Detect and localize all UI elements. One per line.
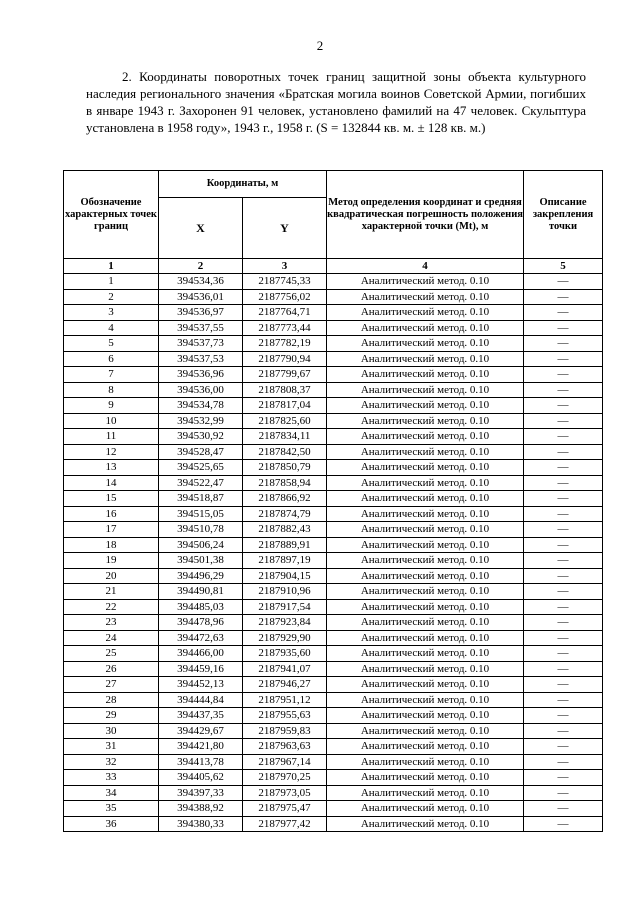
table-row <box>64 785 603 801</box>
table-row <box>64 553 603 569</box>
x-coordinate-cell: 394536,01 <box>159 289 243 305</box>
point-number-cell: 14 <box>64 475 159 491</box>
fixing-cell: — <box>524 723 603 739</box>
y-coordinate-cell: 2187842,50 <box>243 444 327 460</box>
x-coordinate-cell: 394459,16 <box>159 661 243 677</box>
method-cell: Аналитический метод. 0.10 <box>327 413 524 429</box>
header-y: Y <box>243 198 327 259</box>
coordinates-table-container <box>63 170 602 832</box>
table-row <box>64 506 603 522</box>
point-number-cell: 27 <box>64 677 159 693</box>
table-row <box>64 615 603 631</box>
x-coordinate-cell: 394405,62 <box>159 770 243 786</box>
table-row <box>64 460 603 476</box>
fixing-cell: — <box>524 398 603 414</box>
method-cell: Аналитический метод. 0.10 <box>327 289 524 305</box>
fixing-cell: — <box>524 785 603 801</box>
method-cell: Аналитический метод. 0.10 <box>327 630 524 646</box>
fixing-cell: — <box>524 646 603 662</box>
fixing-cell: — <box>524 274 603 290</box>
fixing-cell: — <box>524 289 603 305</box>
y-coordinate-cell: 2187858,94 <box>243 475 327 491</box>
method-cell: Аналитический метод. 0.10 <box>327 568 524 584</box>
x-coordinate-cell: 394472,63 <box>159 630 243 646</box>
x-coordinate-cell: 394525,65 <box>159 460 243 476</box>
point-number-cell: 31 <box>64 739 159 755</box>
method-cell: Аналитический метод. 0.10 <box>327 770 524 786</box>
y-coordinate-cell: 2187834,11 <box>243 429 327 445</box>
method-cell: Аналитический метод. 0.10 <box>327 599 524 615</box>
table-body <box>64 274 603 832</box>
y-coordinate-cell: 2187817,04 <box>243 398 327 414</box>
y-coordinate-cell: 2187967,14 <box>243 754 327 770</box>
fixing-cell: — <box>524 553 603 569</box>
point-number-cell: 26 <box>64 661 159 677</box>
fixing-cell: — <box>524 584 603 600</box>
point-number-cell: 4 <box>64 320 159 336</box>
y-coordinate-cell: 2187955,63 <box>243 708 327 724</box>
table-row <box>64 475 603 491</box>
column-number-2: 2 <box>159 259 243 274</box>
x-coordinate-cell: 394380,33 <box>159 816 243 832</box>
point-number-cell: 28 <box>64 692 159 708</box>
x-coordinate-cell: 394536,00 <box>159 382 243 398</box>
y-coordinate-cell: 2187977,42 <box>243 816 327 832</box>
x-coordinate-cell: 394528,47 <box>159 444 243 460</box>
fixing-cell: — <box>524 770 603 786</box>
table-row <box>64 599 603 615</box>
y-coordinate-cell: 2187850,79 <box>243 460 327 476</box>
x-coordinate-cell: 394537,73 <box>159 336 243 352</box>
x-coordinate-cell: 394485,03 <box>159 599 243 615</box>
fixing-cell: — <box>524 599 603 615</box>
x-coordinate-cell: 394452,13 <box>159 677 243 693</box>
fixing-cell: — <box>524 305 603 321</box>
method-cell: Аналитический метод. 0.10 <box>327 382 524 398</box>
header-fixing: Описание закрепления точки <box>524 171 603 259</box>
method-cell: Аналитический метод. 0.10 <box>327 429 524 445</box>
y-coordinate-cell: 2187790,94 <box>243 351 327 367</box>
y-coordinate-cell: 2187874,79 <box>243 506 327 522</box>
table-row <box>64 661 603 677</box>
coordinates-table <box>63 170 603 832</box>
y-coordinate-cell: 2187970,25 <box>243 770 327 786</box>
method-cell: Аналитический метод. 0.10 <box>327 646 524 662</box>
y-coordinate-cell: 2187745,33 <box>243 274 327 290</box>
x-coordinate-cell: 394515,05 <box>159 506 243 522</box>
x-coordinate-cell: 394534,78 <box>159 398 243 414</box>
table-row <box>64 754 603 770</box>
table-row <box>64 630 603 646</box>
y-coordinate-cell: 2187963,63 <box>243 739 327 755</box>
point-number-cell: 12 <box>64 444 159 460</box>
method-cell: Аналитический метод. 0.10 <box>327 677 524 693</box>
y-coordinate-cell: 2187929,90 <box>243 630 327 646</box>
table-row <box>64 367 603 383</box>
x-coordinate-cell: 394522,47 <box>159 475 243 491</box>
table-row <box>64 305 603 321</box>
x-coordinate-cell: 394421,80 <box>159 739 243 755</box>
table-row <box>64 584 603 600</box>
x-coordinate-cell: 394532,99 <box>159 413 243 429</box>
y-coordinate-cell: 2187773,44 <box>243 320 327 336</box>
x-coordinate-cell: 394444,84 <box>159 692 243 708</box>
y-coordinate-cell: 2187973,05 <box>243 785 327 801</box>
method-cell: Аналитический метод. 0.10 <box>327 444 524 460</box>
method-cell: Аналитический метод. 0.10 <box>327 584 524 600</box>
column-number-4: 4 <box>327 259 524 274</box>
point-number-cell: 21 <box>64 584 159 600</box>
table-row <box>64 336 603 352</box>
method-cell: Аналитический метод. 0.10 <box>327 491 524 507</box>
method-cell: Аналитический метод. 0.10 <box>327 506 524 522</box>
page-number: 2 <box>316 38 324 53</box>
x-coordinate-cell: 394537,55 <box>159 320 243 336</box>
fixing-cell: — <box>524 630 603 646</box>
fixing-cell: — <box>524 615 603 631</box>
point-number-cell: 22 <box>64 599 159 615</box>
table-row <box>64 429 603 445</box>
method-cell: Аналитический метод. 0.10 <box>327 460 524 476</box>
fixing-cell: — <box>524 413 603 429</box>
table-row <box>64 537 603 553</box>
point-number-cell: 10 <box>64 413 159 429</box>
point-number-cell: 23 <box>64 615 159 631</box>
y-coordinate-cell: 2187910,96 <box>243 584 327 600</box>
table-row <box>64 708 603 724</box>
point-number-cell: 8 <box>64 382 159 398</box>
y-coordinate-cell: 2187975,47 <box>243 801 327 817</box>
x-coordinate-cell: 394537,53 <box>159 351 243 367</box>
fixing-cell: — <box>524 739 603 755</box>
y-coordinate-cell: 2187799,67 <box>243 367 327 383</box>
method-cell: Аналитический метод. 0.10 <box>327 708 524 724</box>
x-coordinate-cell: 394429,67 <box>159 723 243 739</box>
x-coordinate-cell: 394397,33 <box>159 785 243 801</box>
intro-text: 2. Координаты поворотных точек границ защитной зоны объекта культурного наследия регионального значения «Братская могила воинов Советской Армии, погибших в январе 1943 г. Захоронен 91 человек, установлено фамилий на 47 человек. Скульптура установлена в 1958 году», 1943 г., 1958 г. (S = 132844 кв. м. ± 128 кв. м.) <box>86 69 586 135</box>
fixing-cell: — <box>524 491 603 507</box>
table-row <box>64 351 603 367</box>
table-row <box>64 816 603 832</box>
fixing-cell: — <box>524 336 603 352</box>
fixing-cell: — <box>524 522 603 538</box>
fixing-cell: — <box>524 801 603 817</box>
y-coordinate-cell: 2187959,83 <box>243 723 327 739</box>
y-coordinate-cell: 2187889,91 <box>243 537 327 553</box>
y-coordinate-cell: 2187917,54 <box>243 599 327 615</box>
method-cell: Аналитический метод. 0.10 <box>327 274 524 290</box>
fixing-cell: — <box>524 444 603 460</box>
method-cell: Аналитический метод. 0.10 <box>327 661 524 677</box>
y-coordinate-cell: 2187782,19 <box>243 336 327 352</box>
point-number-cell: 32 <box>64 754 159 770</box>
table-row <box>64 320 603 336</box>
point-number-cell: 13 <box>64 460 159 476</box>
fixing-cell: — <box>524 568 603 584</box>
x-coordinate-cell: 394466,00 <box>159 646 243 662</box>
table-row <box>64 274 603 290</box>
table-row <box>64 646 603 662</box>
method-cell: Аналитический метод. 0.10 <box>327 305 524 321</box>
table-row <box>64 568 603 584</box>
method-cell: Аналитический метод. 0.10 <box>327 351 524 367</box>
point-number-cell: 3 <box>64 305 159 321</box>
x-coordinate-cell: 394490,81 <box>159 584 243 600</box>
y-coordinate-cell: 2187941,07 <box>243 661 327 677</box>
point-number-cell: 17 <box>64 522 159 538</box>
point-number-cell: 6 <box>64 351 159 367</box>
point-number-cell: 29 <box>64 708 159 724</box>
table-row <box>64 723 603 739</box>
table-row <box>64 382 603 398</box>
point-number-cell: 1 <box>64 274 159 290</box>
method-cell: Аналитический метод. 0.10 <box>327 801 524 817</box>
point-number-cell: 16 <box>64 506 159 522</box>
fixing-cell: — <box>524 661 603 677</box>
point-number-cell: 11 <box>64 429 159 445</box>
method-cell: Аналитический метод. 0.10 <box>327 785 524 801</box>
point-number-cell: 18 <box>64 537 159 553</box>
x-coordinate-cell: 394536,96 <box>159 367 243 383</box>
point-number-cell: 2 <box>64 289 159 305</box>
method-cell: Аналитический метод. 0.10 <box>327 320 524 336</box>
y-coordinate-cell: 2187946,27 <box>243 677 327 693</box>
table-row <box>64 522 603 538</box>
x-coordinate-cell: 394437,35 <box>159 708 243 724</box>
point-number-cell: 25 <box>64 646 159 662</box>
fixing-cell: — <box>524 692 603 708</box>
header-x: X <box>159 198 243 259</box>
table-row <box>64 289 603 305</box>
fixing-cell: — <box>524 677 603 693</box>
point-number-cell: 33 <box>64 770 159 786</box>
y-coordinate-cell: 2187897,19 <box>243 553 327 569</box>
fixing-cell: — <box>524 475 603 491</box>
method-cell: Аналитический метод. 0.10 <box>327 553 524 569</box>
x-coordinate-cell: 394388,92 <box>159 801 243 817</box>
x-coordinate-cell: 394413,78 <box>159 754 243 770</box>
fixing-cell: — <box>524 460 603 476</box>
y-coordinate-cell: 2187923,84 <box>243 615 327 631</box>
method-cell: Аналитический метод. 0.10 <box>327 754 524 770</box>
x-coordinate-cell: 394518,87 <box>159 491 243 507</box>
table-row <box>64 398 603 414</box>
point-number-cell: 34 <box>64 785 159 801</box>
fixing-cell: — <box>524 367 603 383</box>
method-cell: Аналитический метод. 0.10 <box>327 723 524 739</box>
method-cell: Аналитический метод. 0.10 <box>327 816 524 832</box>
x-coordinate-cell: 394506,24 <box>159 537 243 553</box>
table-row <box>64 444 603 460</box>
fixing-cell: — <box>524 537 603 553</box>
y-coordinate-cell: 2187904,15 <box>243 568 327 584</box>
y-coordinate-cell: 2187866,92 <box>243 491 327 507</box>
y-coordinate-cell: 2187935,60 <box>243 646 327 662</box>
header-method: Метод определения координат и средняя квадратическая погрешность положения характерной точки (Mt), м <box>327 171 524 259</box>
method-cell: Аналитический метод. 0.10 <box>327 615 524 631</box>
method-cell: Аналитический метод. 0.10 <box>327 739 524 755</box>
table-header <box>64 171 603 274</box>
method-cell: Аналитический метод. 0.10 <box>327 522 524 538</box>
table-row <box>64 413 603 429</box>
point-number-cell: 24 <box>64 630 159 646</box>
point-number-cell: 9 <box>64 398 159 414</box>
x-coordinate-cell: 394534,36 <box>159 274 243 290</box>
x-coordinate-cell: 394510,78 <box>159 522 243 538</box>
table-row <box>64 770 603 786</box>
x-coordinate-cell: 394501,38 <box>159 553 243 569</box>
fixing-cell: — <box>524 506 603 522</box>
point-number-cell: 19 <box>64 553 159 569</box>
y-coordinate-cell: 2187764,71 <box>243 305 327 321</box>
x-coordinate-cell: 394496,29 <box>159 568 243 584</box>
point-number-cell: 15 <box>64 491 159 507</box>
table-row <box>64 739 603 755</box>
method-cell: Аналитический метод. 0.10 <box>327 475 524 491</box>
point-number-cell: 30 <box>64 723 159 739</box>
point-number-cell: 5 <box>64 336 159 352</box>
y-coordinate-cell: 2187756,02 <box>243 289 327 305</box>
fixing-cell: — <box>524 382 603 398</box>
table-row <box>64 801 603 817</box>
header-coordinates: Координаты, м <box>159 171 327 198</box>
y-coordinate-cell: 2187808,37 <box>243 382 327 398</box>
method-cell: Аналитический метод. 0.10 <box>327 692 524 708</box>
fixing-cell: — <box>524 754 603 770</box>
intro-paragraph <box>86 68 586 136</box>
method-cell: Аналитический метод. 0.10 <box>327 398 524 414</box>
point-number-cell: 35 <box>64 801 159 817</box>
point-number-cell: 7 <box>64 367 159 383</box>
fixing-cell: — <box>524 429 603 445</box>
fixing-cell: — <box>524 351 603 367</box>
y-coordinate-cell: 2187882,43 <box>243 522 327 538</box>
y-coordinate-cell: 2187951,12 <box>243 692 327 708</box>
y-coordinate-cell: 2187825,60 <box>243 413 327 429</box>
method-cell: Аналитический метод. 0.10 <box>327 537 524 553</box>
table-row <box>64 677 603 693</box>
x-coordinate-cell: 394536,97 <box>159 305 243 321</box>
point-number-cell: 36 <box>64 816 159 832</box>
header-point-designation: Обозначение характерных точек границ <box>64 171 159 259</box>
x-coordinate-cell: 394530,92 <box>159 429 243 445</box>
fixing-cell: — <box>524 708 603 724</box>
method-cell: Аналитический метод. 0.10 <box>327 336 524 352</box>
column-number-3: 3 <box>243 259 327 274</box>
method-cell: Аналитический метод. 0.10 <box>327 367 524 383</box>
point-number-cell: 20 <box>64 568 159 584</box>
column-number-1: 1 <box>64 259 159 274</box>
table-row <box>64 692 603 708</box>
x-coordinate-cell: 394478,96 <box>159 615 243 631</box>
table-row <box>64 491 603 507</box>
fixing-cell: — <box>524 816 603 832</box>
column-number-5: 5 <box>524 259 603 274</box>
fixing-cell: — <box>524 320 603 336</box>
